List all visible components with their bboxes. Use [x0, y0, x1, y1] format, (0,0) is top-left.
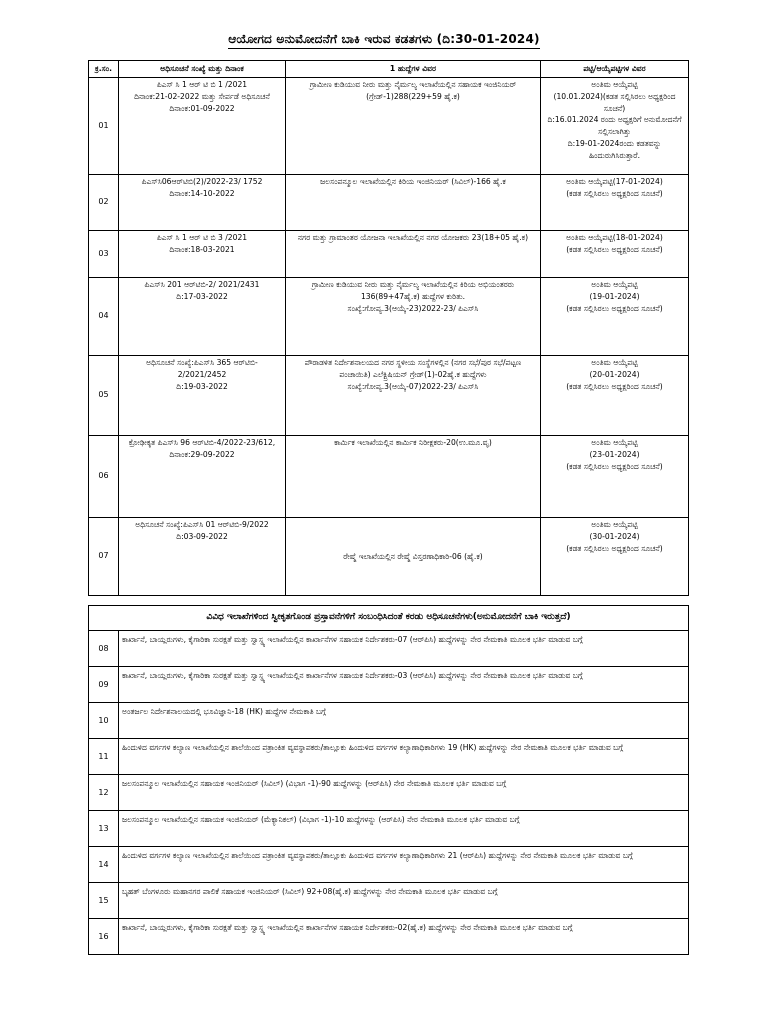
list-cell: [541, 356, 689, 436]
notification-line: ಪಿಎಸ್‌ಸಿ 201 ಆರ್‌ಟಿಬಿ-2/ 2021/2431: [144, 280, 260, 289]
table-row: [89, 775, 689, 811]
post-cell: [286, 518, 541, 596]
header-serial-no: ಕ್ರ.ಸಂ.: [89, 61, 119, 78]
post-line: ಜಲಸಂಪನ್ಮೂಲ ಇಲಾಖೆಯಲ್ಲಿನ ಕಿರಿಯ ಇಂಜಿನಿಯರ್ (ಸಿವಿಲ್)-166 ಹೈ.ಕ: [320, 177, 506, 186]
list-line: (ಕಡತ ಸಲ್ಲಿಸಿರಲು ಅಧ್ಯಕ್ಷರಿಂದ ಸೂಚನೆ): [566, 461, 663, 471]
list-cell: [541, 518, 689, 596]
serial-no: 01: [89, 78, 119, 175]
list-line: (30-01-2024): [589, 531, 640, 541]
section-heading: ವಿವಿಧ ಇಲಾಖೆಗಳಿಂದ ಸ್ವೀಕೃತಗೊಂಡ ಪ್ರಸ್ತಾವನೆಗಳಿಗೆ ಸಂಬಂಧಿಸಿದಂತೆ ಕರಡು ಅಧಿಸೂಚನೆಗಳು(ಅನುಮೋದನೆಗೆ ಬಾಕಿ ಇರುತ್ತದೆ): [89, 606, 689, 631]
notification-cell: [119, 278, 286, 356]
list-line: (19-01-2024): [589, 291, 640, 301]
list-line: (20-01-2024): [589, 369, 640, 379]
table-header-row: [89, 61, 689, 78]
notification-cell: [119, 231, 286, 278]
serial-no: 03: [89, 231, 119, 278]
serial-no: 13: [89, 811, 119, 847]
table-row: [89, 436, 689, 518]
proposal-description: ಹಿಂದುಳಿದ ವರ್ಗಗಳ ಕಲ್ಯಾಣ ಇಲಾಖೆಯಲ್ಲಿನ ಶಾಲೆಯಿಂದ ಪತ್ರಾಂಕಿತ ವ್ಯವಸ್ಥಾಪಕರು/ತಾಲ್ಲೂಕು ಹಿಂದುಳಿದ ವರ್ಗಗಳ ಕಲ್ಯಾಣಾಧಿಕಾರಿಗಳು 19 (HK) ಹುದ್ದೆಗಳನ್ನು ನೇರ ನೇಮಕಾತಿ ಮೂಲಕ ಭರ್ತಿ ಮಾಡುವ ಬಗ್ಗೆ: [119, 739, 689, 775]
notification-line: ದಿನಾಂಕ:18-03-2021: [169, 244, 235, 254]
serial-no: 08: [89, 631, 119, 667]
list-line: ದಿ:16.01.2024 ರಂದು ಅಧ್ಯಕ್ಷರಿಗೆ ಅನುಮೋದನೆಗೆ ಸಲ್ಲಿಸಲಾಗಿತ್ತು: [547, 115, 682, 137]
proposal-description: ಬೃಹತ್ ಬೆಂಗಳೂರು ಮಹಾನಗರ ಪಾಲಿಕೆ ಸಹಾಯಕ ಇಂಜಿನಿಯರ್ (ಸಿವಿಲ್) 92+08(ಹೈ.ಕ) ಹುದ್ದೆಗಳನ್ನು ನೇರ ನೇಮಕಾತಿ ಮೂಲಕ ಭರ್ತಿ ಮಾಡುವ ಬಗ್ಗೆ: [119, 883, 689, 919]
notification-line: 2/2021/2452: [177, 369, 227, 379]
table-row: [89, 631, 689, 667]
serial-no: 14: [89, 847, 119, 883]
serial-no: 06: [89, 436, 119, 518]
post-cell: [286, 231, 541, 278]
post-cell: [286, 356, 541, 436]
table-row: [89, 919, 689, 955]
post-line: ನಗರ ಮತ್ತು ಗ್ರಾಮಾಂತರ ಯೋಜನಾ ಇಲಾಖೆಯಲ್ಲಿನ ನಗರ ಯೋಜಕರು 23(18+05 ಹೈ.ಕ): [297, 233, 529, 242]
header-notification: ಅಧಿಸೂಚನೆ ಸಂಖ್ಯೆ ಮತ್ತು ದಿನಾಂಕ: [119, 61, 286, 78]
table-row: [89, 667, 689, 703]
serial-no: 15: [89, 883, 119, 919]
table-row: [89, 175, 689, 231]
table-row: [89, 883, 689, 919]
pending-files-table: [88, 60, 689, 596]
table-row: [89, 518, 689, 596]
notification-cell: [119, 436, 286, 518]
notification-line: ಪಿಎಸ್ ಸಿ 1 ಆರ್ ಟಿ ಬಿ 1 /2021: [156, 80, 248, 89]
proposal-description: ಕಾರ್ಖಾನೆ, ಬಾಯ್ಲರುಗಳು, ಕೈಗಾರಿಕಾ ಸುರಕ್ಷತೆ ಮತ್ತು ಸ್ವಾಸ್ಥ್ಯ ಇಲಾಖೆಯಲ್ಲಿನ ಕಾರ್ಖಾನೆಗಳ ಸಹಾಯಕ ನಿರ್ದೇಶಕರು-02(ಹೈ.ಕ) ಹುದ್ದೆಗಳನ್ನು ನೇರ ನೇಮಕಾತಿ ಮೂಲಕ ಭರ್ತಿ ಮಾಡುವ ಬಗ್ಗೆ: [119, 919, 689, 955]
proposal-description: ಕಾರ್ಖಾನೆ, ಬಾಯ್ಲರುಗಳು, ಕೈಗಾರಿಕಾ ಸುರಕ್ಷತೆ ಮತ್ತು ಸ್ವಾಸ್ಥ್ಯ ಇಲಾಖೆಯಲ್ಲಿನ ಕಾರ್ಖಾನೆಗಳ ಸಹಾಯಕ ನಿರ್ದೇಶಕರು-03 (ಆರ್‌ಪಿಸಿ) ಹುದ್ದೆಗಳನ್ನು ನೇರ ನೇಮಕಾತಿ ಮೂಲಕ ಭರ್ತಿ ಮಾಡುವ ಬಗ್ಗೆ: [119, 667, 689, 703]
proposal-description: ಜಲಸಂಪನ್ಮೂಲ ಇಲಾಖೆಯಲ್ಲಿನ ಸಹಾಯಕ ಇಂಜಿನಿಯರ್ (ಸಿವಿಲ್) (ವಿಭಾಗ -1)-90 ಹುದ್ದೆಗಳನ್ನು (ಆರ್‌ಪಿಸಿ) ನೇರ ನೇಮಕಾತಿ ಮೂಲಕ ಭರ್ತಿ ಮಾಡುವ ಬಗ್ಗೆ: [119, 775, 689, 811]
serial-no: 16: [89, 919, 119, 955]
post-line: ಪೌರಾಡಳಿತ ನಿರ್ದೇಶನಾಲಯದ ನಗರ ಸ್ಥಳೀಯ ಸಂಸ್ಥೆಗಳಲ್ಲಿನ (ನಗರ ಸಭೆ/ಪುರ ಸಭೆ/ಪಟ್ಟಣ: [304, 358, 522, 367]
serial-no: 09: [89, 667, 119, 703]
notification-line: ಪಿಎಸ್ ಸಿ 1 ಆರ್ ಟಿ ಬಿ 3 /2021: [156, 233, 248, 242]
serial-no: 07: [89, 518, 119, 596]
notification-line: ದಿನಾಂಕ:29-09-2022: [169, 449, 235, 459]
list-cell: [541, 175, 689, 231]
table-row: [89, 847, 689, 883]
list-line: (23-01-2024): [589, 449, 640, 459]
table-row: [89, 278, 689, 356]
notification-cell: [119, 78, 286, 175]
post-cell: [286, 436, 541, 518]
notification-line: ದಿನಾಂಕ:01-09-2022: [169, 103, 235, 113]
post-line: ಸಂಖ್ಯೆ:ಗೋಪ್ಯ.3(ಆಯ್ಕೆ-07)2022-23/ ಪಿಎಸ್‌ಸಿ: [347, 381, 479, 391]
post-line: ಕಾರ್ಮಿಕ ಇಲಾಖೆಯಲ್ಲಿನ ಕಾರ್ಮಿಕ ನಿರೀಕ್ಷಕರು-20(ಉ.ಮೂ.ವೃ): [334, 438, 492, 447]
list-line: ಅಂತಿಮ ಆಯ್ಕೆಪಟ್ಟಿ: [591, 438, 638, 447]
list-line: ಅಂತಿಮ ಆಯ್ಕೆಪಟ್ಟಿ(18-01-2024): [566, 233, 663, 242]
serial-no: 02: [89, 175, 119, 231]
post-line: ಗ್ರಾಮೀಣ ಕುಡಿಯುವ ನೀರು ಮತ್ತು ನೈರ್ಮಲ್ಯ ಇಲಾಖೆಯಲ್ಲಿನ ಕಿರಿಯ ಅಭಿಯಂತರರು: [311, 280, 515, 289]
notification-cell: [119, 175, 286, 231]
notification-line: ದಿ:17-03-2022: [176, 291, 228, 301]
list-line: ಅಂತಿಮ ಆಯ್ಕೆಪಟ್ಟಿ: [591, 520, 638, 529]
notification-line: ಕ್ರೋಢೀಕೃತ ಪಿಎಸ್‌ಸಿ 96 ಆರ್‌ಟಿಬಿ-4/2022-23/612,: [128, 438, 276, 447]
notification-cell: [119, 518, 286, 596]
serial-no: 12: [89, 775, 119, 811]
page-title: ಆಯೋಗದ ಅನುಮೋದನೆಗೆ ಬಾಕಿ ಇರುವ ಕಡತಗಳು (ದಿ:30-01-2024): [228, 32, 539, 49]
notification-line: ಪಿಎಸ್‌ಸಿ06ಆರ್‌ಟಿಬಿ(2)/2022-23/ 1752: [141, 177, 263, 186]
list-line: (ಕಡತ ಸಲ್ಲಿಸಿರಲು ಅಧ್ಯಕ್ಷರಿಂದ ಸೂಚನೆ): [566, 244, 663, 254]
notification-line: ದಿ:03-09-2022: [176, 531, 228, 541]
list-line: ಅಂತಿಮ ಆಯ್ಕೆಪಟ್ಟಿ: [591, 358, 638, 367]
proposal-description: ಕಾರ್ಖಾನೆ, ಬಾಯ್ಲರುಗಳು, ಕೈಗಾರಿಕಾ ಸುರಕ್ಷತೆ ಮತ್ತು ಸ್ವಾಸ್ಥ್ಯ ಇಲಾಖೆಯಲ್ಲಿನ ಕಾರ್ಖಾನೆಗಳ ಸಹಾಯಕ ನಿರ್ದೇಶಕರು-07 (ಆರ್‌ಪಿಸಿ) ಹುದ್ದೆಗಳನ್ನು ನೇರ ನೇಮಕಾತಿ ಮೂಲಕ ಭರ್ತಿ ಮಾಡುವ ಬಗ್ಗೆ: [119, 631, 689, 667]
post-cell: [286, 78, 541, 175]
serial-no: 04: [89, 278, 119, 356]
notification-line: ದಿ:19-03-2022: [176, 381, 228, 391]
list-line: ಅಂತಿಮ ಆಯ್ಕೆಪಟ್ಟಿ(17-01-2024): [566, 177, 663, 186]
notification-cell: [119, 356, 286, 436]
post-line: ಪಂಚಾಯಿತಿ) ಎಲೆಕ್ಟ್ರಿಷಿಯನ್ ಗ್ರೇಡ್(1)-02ಹೈ.ಕ ಹುದ್ದೆಗಳು: [339, 369, 487, 379]
section-heading-row: [89, 606, 689, 631]
post-line: (ಗ್ರೇಡ್-1)288(229+59 ಹೈ.ಕ): [366, 91, 460, 101]
post-line: ಗ್ರಾಮೀಣ ಕುಡಿಯುವ ನೀರು ಮತ್ತು ನೈರ್ಮಲ್ಯ ಇಲಾಖೆಯಲ್ಲಿನ ಸಹಾಯಕ ಇಂಜಿನಿಯರ್: [309, 80, 517, 89]
table-row: [89, 231, 689, 278]
serial-no: 10: [89, 703, 119, 739]
list-cell: [541, 78, 689, 175]
list-line: ಅಂತಿಮ ಆಯ್ಕೆಪಟ್ಟಿ: [591, 280, 638, 289]
table-row: [89, 356, 689, 436]
post-line: ರೇಷ್ಮೆ ಇಲಾಖೆಯಲ್ಲಿನ ರೇಷ್ಮೆ ವಿಸ್ತರಣಾಧಿಕಾರಿ-06 (ಹೈ.ಕ): [343, 551, 483, 561]
list-line: (ಕಡತ ಸಲ್ಲಿಸಿರಲು ಅಧ್ಯಕ್ಷರಿಂದ ಸೂಚನೆ): [566, 381, 663, 391]
proposal-description: ಅಂತರ್ಜಲ ನಿರ್ದೇಶನಾಲಯದಲ್ಲಿ ಭೂವಿಜ್ಞಾನಿ-18 (HK) ಹುದ್ದೆಗಳ ನೇಮಕಾತಿ ಬಗ್ಗೆ: [119, 703, 689, 739]
list-line: (ಕಡತ ಸಲ್ಲಿಸಿರಲು ಅಧ್ಯಕ್ಷರಿಂದ ಸೂಚನೆ): [566, 188, 663, 198]
post-cell: [286, 175, 541, 231]
post-cell: [286, 278, 541, 356]
table-row: [89, 703, 689, 739]
serial-no: 11: [89, 739, 119, 775]
list-cell: [541, 231, 689, 278]
list-line: (ಕಡತ ಸಲ್ಲಿಸಿರಲು ಅಧ್ಯಕ್ಷರಿಂದ ಸೂಚನೆ): [566, 303, 663, 313]
table-row: [89, 78, 689, 175]
list-line: (10.01.2024)(ಕಡತ ಸಲ್ಲಿಸಿರಲು ಅಧ್ಯಕ್ಷರಿಂದ ಸೂಚನೆ): [553, 91, 676, 113]
header-post-details: 1 ಹುದ್ದೆಗಳ ವಿವರ: [286, 61, 541, 78]
list-line: ದಿ:19-01-2024ರಂದು ಕಡತವನ್ನು ಹಿಂದುರುಗಿಸಿರುತ್ತಾರೆ.: [567, 138, 662, 160]
table-row: [89, 739, 689, 775]
header-list-details: ಪಟ್ಟಿ/ಆಯ್ಕೆಪಟ್ಟಿಗಳ ವಿವರ: [541, 61, 689, 78]
draft-notifications-table: [88, 605, 689, 955]
post-line: ಸಂಖ್ಯೆ:ಗೋಪ್ಯ.3(ಆಯ್ಕೆ-23)2022-23/ ಪಿಎಸ್‌ಸಿ: [347, 303, 479, 313]
serial-no: 05: [89, 356, 119, 436]
notification-line: ಅಧಿಸೂಚನೆ ಸಂಖ್ಯೆ:ಪಿಎಸ್‌ಸಿ 01 ಆರ್‌ಟಿಬಿ-9/2022: [135, 520, 269, 529]
table-row: [89, 811, 689, 847]
list-line: (ಕಡತ ಸಲ್ಲಿಸಿರಲು ಅಧ್ಯಕ್ಷರಿಂದ ಸೂಚನೆ): [566, 543, 663, 553]
proposal-description: ಜಲಸಂಪನ್ಮೂಲ ಇಲಾಖೆಯಲ್ಲಿನ ಸಹಾಯಕ ಇಂಜಿನಿಯರ್ (ಮೆಕ್ಯಾನಿಕಲ್) (ವಿಭಾಗ -1)-10 ಹುದ್ದೆಗಳನ್ನು (ಆರ್‌ಪಿಸಿ) ನೇರ ನೇಮಕಾತಿ ಮೂಲಕ ಭರ್ತಿ ಮಾಡುವ ಬಗ್ಗೆ: [119, 811, 689, 847]
list-cell: [541, 436, 689, 518]
notification-line: ಅಧಿಸೂಚನೆ ಸಂಖ್ಯೆ:ಪಿಎಸ್‌ಸಿ 365 ಆರ್‌ಟಿಬಿ-: [146, 358, 258, 367]
list-line: ಅಂತಿಮ ಆಯ್ಕೆಪಟ್ಟಿ: [591, 80, 638, 89]
title-container: [0, 28, 768, 49]
list-cell: [541, 278, 689, 356]
post-line: 136(89+47ಹೈ.ಕ) ಹುದ್ದೆಗಳ ಕುರಿತು.: [360, 291, 466, 301]
proposal-description: ಹಿಂದುಳಿದ ವರ್ಗಗಳ ಕಲ್ಯಾಣ ಇಲಾಖೆಯಲ್ಲಿನ ಶಾಲೆಯಿಂದ ಪತ್ರಾಂಕಿತ ವ್ಯವಸ್ಥಾಪಕರು/ತಾಲ್ಲೂಕು ಹಿಂದುಳಿದ ವರ್ಗಗಳ ಕಲ್ಯಾಣಾಧಿಕಾರಿಗಳು 21 (ಆರ್‌ಪಿಸಿ) ಹುದ್ದೆಗಳನ್ನು ನೇರ ನೇಮಕಾತಿ ಮೂಲಕ ಭರ್ತಿ ಮಾಡುವ ಬಗ್ಗೆ: [119, 847, 689, 883]
notification-line: ದಿನಾಂಕ:14-10-2022: [169, 188, 235, 198]
notification-line: ದಿನಾಂಕ:21-02-2022 ಮತ್ತು ಸೇರ್ಪಡೆ ಅಧಿಸೂಚನೆ: [134, 91, 270, 101]
